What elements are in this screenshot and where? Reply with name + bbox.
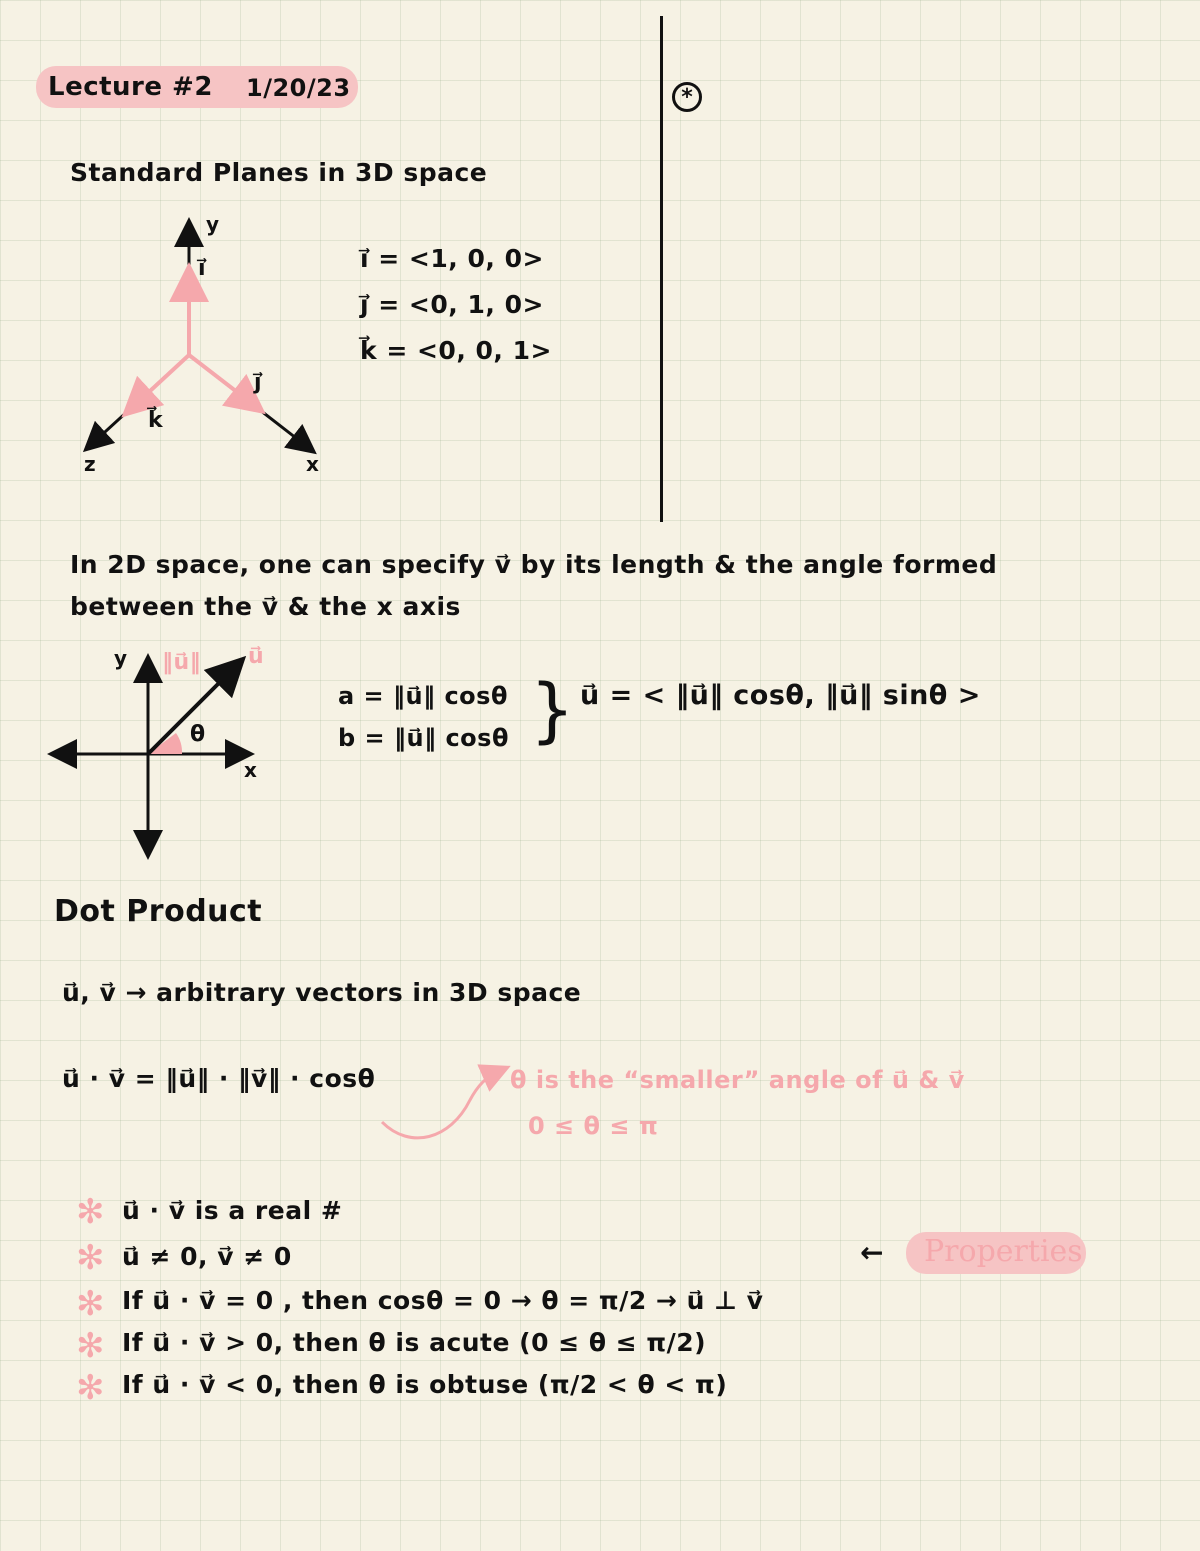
axis-label-y-2d: y	[114, 646, 128, 670]
eq-a: a = ‖u⃗‖ cosθ	[338, 682, 508, 710]
axis-label-x-2d: x	[244, 758, 258, 782]
bullet-asterisk-icon: ✻	[76, 1238, 105, 1278]
vector-label-i: i⃗	[198, 256, 207, 281]
star-note-icon: *	[672, 82, 702, 112]
unit-vector-k: k⃗ = <0, 0, 1>	[360, 336, 552, 365]
eq-b: b = ‖u⃗‖ cosθ	[338, 724, 509, 752]
brace: }	[530, 669, 575, 751]
dot-product-formula: u⃗ · v⃗ = ‖u⃗‖ · ‖v⃗‖ · cosθ	[62, 1064, 376, 1093]
unit-vector-i: i⃗ = <1, 0, 0>	[360, 244, 544, 273]
bullet-asterisk-icon: ✻	[76, 1368, 105, 1408]
note-curve-arrow	[382, 1072, 497, 1138]
section-heading-planes: Standard Planes in 3D space	[70, 158, 488, 187]
2d-space-text-line2: between the v⃗ & the x axis	[70, 592, 461, 621]
vector-label-k: k⃗	[148, 408, 164, 433]
property-item: u⃗ · v⃗ is a real #	[122, 1196, 343, 1225]
u-component-form: u⃗ = < ‖u⃗‖ cosθ, ‖u⃗‖ sinθ >	[580, 680, 981, 711]
bullet-asterisk-icon: ✻	[76, 1284, 105, 1324]
u-vector-label: u⃗	[248, 644, 265, 669]
2d-space-text-line1: In 2D space, one can specify v⃗ by its length & the angle formed	[70, 550, 998, 579]
properties-label: Properties	[924, 1234, 1083, 1269]
property-item: If u⃗ · v⃗ > 0, then θ is acute (0 ≤ θ ≤ π/2)	[122, 1328, 707, 1357]
theta-note-line2: 0 ≤ θ ≤ π	[528, 1112, 659, 1140]
dot-product-definition: u⃗, v⃗ → arbitrary vectors in 3D space	[62, 978, 582, 1007]
property-item: If u⃗ · v⃗ = 0 , then cosθ = 0 → θ = π/2 → u⃗ ⊥ v⃗	[122, 1286, 764, 1315]
bullet-asterisk-icon: ✻	[76, 1326, 105, 1366]
theta-label: θ	[190, 722, 206, 747]
axis-label-y: y	[206, 212, 220, 236]
axis-label-z: z	[84, 452, 97, 476]
magnitude-label: ‖u⃗‖	[162, 650, 202, 675]
property-item: u⃗ ≠ 0, v⃗ ≠ 0	[122, 1242, 292, 1271]
properties-arrow-icon: ←	[860, 1236, 884, 1269]
property-item: If u⃗ · v⃗ < 0, then θ is obtuse (π/2 < θ < π)	[122, 1370, 728, 1399]
unit-vector-j: j⃗ = <0, 1, 0>	[360, 290, 544, 319]
lecture-date: 1/20/23	[246, 74, 351, 102]
bullet-asterisk-icon: ✻	[76, 1192, 105, 1232]
vector-label-j: j⃗	[254, 370, 263, 395]
section-heading-dot-product: Dot Product	[54, 894, 263, 929]
lecture-title: Lecture #2	[48, 72, 213, 102]
axis-label-x: x	[306, 452, 320, 476]
theta-note-line1: θ is the “smaller” angle of u⃗ & v⃗	[510, 1066, 965, 1094]
